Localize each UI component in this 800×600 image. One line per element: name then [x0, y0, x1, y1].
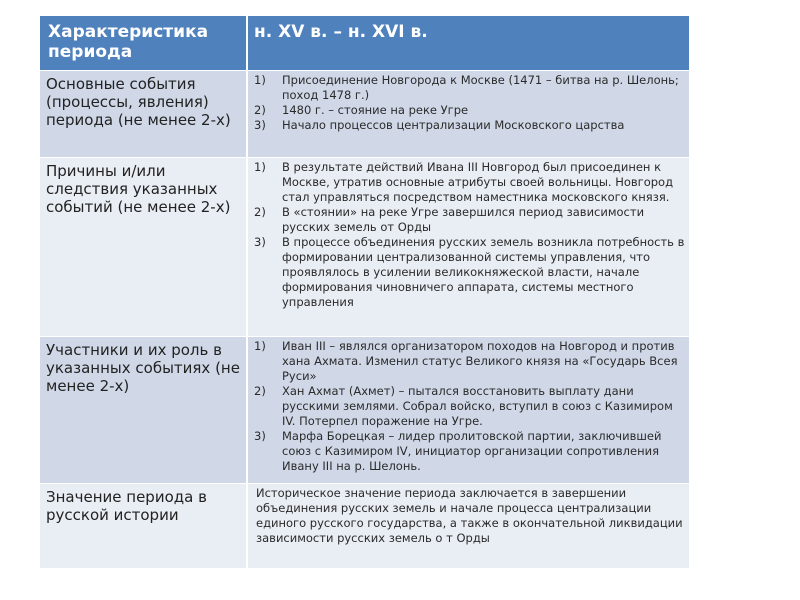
causes-list: [252, 160, 685, 310]
row-label-events: Основные события (процессы, явления) периода (не менее 2-х): [46, 75, 231, 129]
table-row: [40, 158, 689, 337]
history-table: [40, 16, 689, 569]
table-row: [40, 484, 689, 569]
list-item: 3) Начало процессов централизации Московского царства: [254, 118, 625, 132]
header-characteristic: Характеристика периода: [40, 16, 248, 70]
events-list: [252, 73, 685, 133]
list-item: 2) 1480 г. – стояние на реке Угре: [254, 103, 469, 117]
row-label-participants: Участники и их роль в указанных событиях (не менее 2-х): [46, 341, 240, 395]
table-row: [40, 71, 689, 158]
list-item: 1) В результате действий Ивана III Новгород был присоединен к Москве, утратив основные атрибуты своей вольницы. Новгород стал управляться посредством наместника московского князя.: [254, 160, 674, 204]
row-label-causes: Причины и/или следствия указанных событий (не менее 2-х): [46, 162, 231, 216]
significance-text: Историческое значение периода заключается в завершении объединения русских земель и начале процесса централизации единого русского государства, а также в окончательной ликвидации зависимости русских земель о т Орды: [256, 486, 683, 545]
participants-list: [252, 339, 685, 474]
list-item: 3) В процессе объединения русских земель возникла потребность в формировании централизованной системы управления, что проявлялось в усилении великокняжеской власти, начале формирования чиновничего аппарата, системы местного управления: [254, 235, 685, 309]
list-item: 1) Присоединение Новгорода к Москве (1471 – битва на р. Шелонь; поход 1478 г.): [254, 73, 679, 102]
list-item: 3) Марфа Борецкая – лидер пролитовской партии, заключившей союз с Казимиром IV, инициатор организации сопротивления Ивану III на р. Шелонь.: [254, 429, 662, 473]
list-item: 2) В «стоянии» на реке Угре завершился период зависимости русских земель от Орды: [254, 205, 645, 234]
row-label-significance: Значение периода в русской истории: [46, 488, 207, 524]
list-item: 1) Иван III – являлся организатором походов на Новгород и против хана Ахмата. Изменил статус Великого князя на «Государь Всея Руси»: [254, 339, 678, 383]
table-row: [40, 337, 689, 484]
table-header-row: [40, 16, 689, 71]
list-item: 2) Хан Ахмат (Ахмет) – пытался восстановить выплату дани русскими землями. Собрал войско, вступил в союз с Казимиром IV. Потерпел поражение на Угре.: [254, 384, 673, 428]
header-period: н. XV в. – н. XVI в.: [248, 16, 689, 70]
